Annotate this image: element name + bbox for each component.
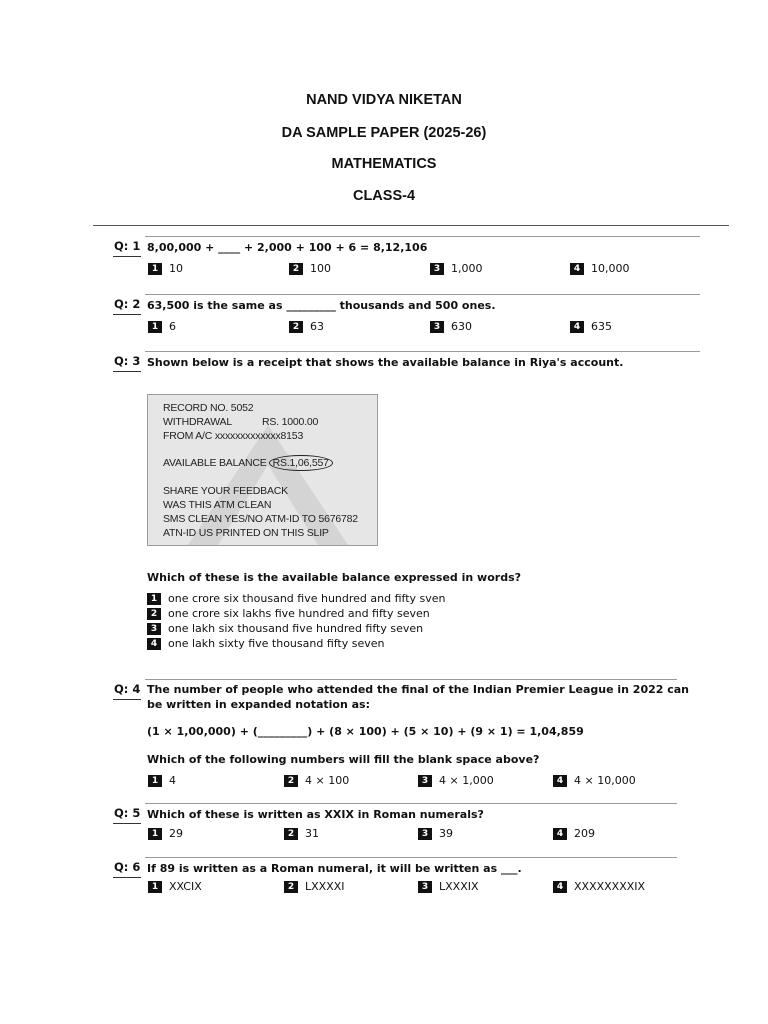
option-number-badge: 1 xyxy=(148,263,162,275)
q6-option-4[interactable] xyxy=(553,880,645,893)
option-number-badge: 1 xyxy=(147,593,161,605)
q3-option-1[interactable] xyxy=(147,592,446,605)
q6-text: If 89 is written as a Roman numeral, it will be written as ___. xyxy=(147,862,522,875)
q5-divider xyxy=(145,803,677,804)
q4-option-3[interactable] xyxy=(418,774,494,787)
option-text: 39 xyxy=(439,827,453,840)
receipt-line-1: SHARE YOUR FEEDBACK xyxy=(163,485,288,497)
option-number-badge: 3 xyxy=(430,321,444,333)
option-text: 635 xyxy=(591,320,612,333)
q4-option-2[interactable] xyxy=(284,774,349,787)
option-text: 4 xyxy=(169,774,176,787)
q6-option-3[interactable] xyxy=(418,880,479,893)
receipt-from-account: FROM A/C xxxxxxxxxxxxx8153 xyxy=(163,430,304,442)
q6-option-1[interactable] xyxy=(148,880,202,893)
class-title: CLASS-4 xyxy=(352,188,416,204)
q1-number-underline xyxy=(113,256,141,257)
q5-number: Q: 5 xyxy=(114,806,141,820)
q2-option-3[interactable] xyxy=(430,320,472,333)
q6-option-2[interactable] xyxy=(284,880,345,893)
option-text: one lakh six thousand five hundred fifty seven xyxy=(168,622,424,635)
option-number-badge: 4 xyxy=(570,263,584,275)
option-text: 100 xyxy=(310,262,331,275)
q2-option-1[interactable] xyxy=(148,320,176,333)
q2-divider xyxy=(145,294,700,295)
option-number-badge: 3 xyxy=(418,881,432,893)
option-number-badge: 4 xyxy=(553,828,567,840)
q4-number-underline xyxy=(113,699,141,700)
receipt-balance-line xyxy=(163,457,333,469)
q2-text: 63,500 is the same as _________ thousands and 500 ones. xyxy=(147,299,496,312)
q1-option-3[interactable] xyxy=(430,262,483,275)
q3-number-underline xyxy=(113,371,141,372)
q5-option-4[interactable] xyxy=(553,827,595,840)
option-text: 29 xyxy=(169,827,183,840)
receipt-line-4: ATN-ID US PRINTED ON THIS SLIP xyxy=(163,527,329,539)
option-text: 4 × 100 xyxy=(305,774,350,787)
subject-title: MATHEMATICS xyxy=(331,156,437,172)
option-number-badge: 2 xyxy=(284,828,298,840)
q6-divider xyxy=(145,857,677,858)
option-text: LXXXXI xyxy=(305,880,345,893)
option-text: LXXXIX xyxy=(439,880,479,893)
q4-text-line-1: The number of people who attended the final of the Indian Premier League in 2022 can xyxy=(147,683,690,696)
option-text: XXCIX xyxy=(169,880,202,893)
option-number-badge: 1 xyxy=(148,828,162,840)
q3-subtext: Which of these is the available balance expressed in words? xyxy=(147,571,521,584)
q4-number: Q: 4 xyxy=(114,682,141,696)
receipt-record-no: RECORD NO. 5052 xyxy=(163,402,254,414)
option-number-badge: 1 xyxy=(148,321,162,333)
q1-divider xyxy=(145,236,700,237)
q6-number-underline xyxy=(113,877,141,878)
q5-text: Which of these is written as XXIX in Roman numerals? xyxy=(147,808,484,821)
q4-option-1[interactable] xyxy=(148,774,176,787)
receipt-line-2: WAS THIS ATM CLEAN xyxy=(163,499,272,511)
option-number-badge: 3 xyxy=(147,623,161,635)
option-text: XXXXXXXXIX xyxy=(574,880,646,893)
option-text: one crore six lakhs five hundred and fifty seven xyxy=(168,607,430,620)
q4-text-line-2: be written in expanded notation as: xyxy=(147,698,370,711)
q3-option-4[interactable] xyxy=(147,637,385,650)
option-number-badge: 2 xyxy=(284,775,298,787)
option-text: 31 xyxy=(305,827,319,840)
option-text: 4 × 1,000 xyxy=(439,774,494,787)
q3-text: Shown below is a receipt that shows the available balance in Riya's account. xyxy=(147,356,624,369)
q2-number: Q: 2 xyxy=(114,297,141,311)
option-number-badge: 4 xyxy=(553,775,567,787)
option-number-badge: 4 xyxy=(553,881,567,893)
option-text: 209 xyxy=(574,827,595,840)
q1-option-4[interactable] xyxy=(570,262,630,275)
receipt-balance-label: AVAILABLE BALANCE xyxy=(163,457,267,469)
option-number-badge: 3 xyxy=(418,775,432,787)
option-text: 4 × 10,000 xyxy=(574,774,636,787)
q6-number: Q: 6 xyxy=(114,860,141,874)
option-number-badge: 4 xyxy=(147,638,161,650)
q4-option-4[interactable] xyxy=(553,774,636,787)
option-number-badge: 3 xyxy=(430,263,444,275)
q3-option-2[interactable] xyxy=(147,607,430,620)
q4-divider xyxy=(145,679,677,680)
option-text: one lakh sixty five thousand fifty seven xyxy=(168,637,385,650)
receipt-balance-value: RS.1,06,557 xyxy=(269,455,333,471)
q4-equation: (1 × 1,00,000) + (_________) + (8 × 100) + (5 × 10) + (9 × 1) = 1,04,859 xyxy=(147,725,584,738)
option-number-badge: 2 xyxy=(289,263,303,275)
school-name: NAND VIDYA NIKETAN xyxy=(306,92,462,108)
option-text: 10 xyxy=(169,262,183,275)
header-divider xyxy=(93,225,729,226)
receipt-withdrawal-amount: RS. 1000.00 xyxy=(262,416,319,428)
receipt-withdrawal-label: WITHDRAWAL xyxy=(163,416,232,428)
option-text: 630 xyxy=(451,320,472,333)
option-text: 1,000 xyxy=(451,262,483,275)
q1-number: Q: 1 xyxy=(114,239,141,253)
q3-divider xyxy=(145,351,700,352)
q1-option-1[interactable] xyxy=(148,262,183,275)
option-number-badge: 2 xyxy=(284,881,298,893)
option-text: 10,000 xyxy=(591,262,630,275)
q5-option-2[interactable] xyxy=(284,827,319,840)
option-text: 6 xyxy=(169,320,176,333)
q4-subtext: Which of the following numbers will fill the blank space above? xyxy=(147,753,540,766)
q3-number: Q: 3 xyxy=(114,354,141,368)
q1-text: 8,00,000 + ____ + 2,000 + 100 + 6 = 8,12,106 xyxy=(147,241,428,254)
q3-option-3[interactable] xyxy=(147,622,423,635)
paper-title: DA SAMPLE PAPER (2025-26) xyxy=(281,125,487,141)
option-number-badge: 4 xyxy=(570,321,584,333)
q2-number-underline xyxy=(113,314,141,315)
q2-option-4[interactable] xyxy=(570,320,612,333)
option-number-badge: 3 xyxy=(418,828,432,840)
q5-option-3[interactable] xyxy=(418,827,453,840)
q1-option-2[interactable] xyxy=(289,262,331,275)
option-number-badge: 1 xyxy=(148,775,162,787)
option-number-badge: 1 xyxy=(148,881,162,893)
receipt-line-3: SMS CLEAN YES/NO ATM-ID TO 5676782 xyxy=(163,513,358,525)
option-text: 63 xyxy=(310,320,324,333)
q5-number-underline xyxy=(113,823,141,824)
option-text: one crore six thousand five hundred and fifty sven xyxy=(168,592,446,605)
option-number-badge: 2 xyxy=(289,321,303,333)
option-number-badge: 2 xyxy=(147,608,161,620)
q2-option-2[interactable] xyxy=(289,320,324,333)
q5-option-1[interactable] xyxy=(148,827,183,840)
atm-receipt-image xyxy=(147,394,378,546)
